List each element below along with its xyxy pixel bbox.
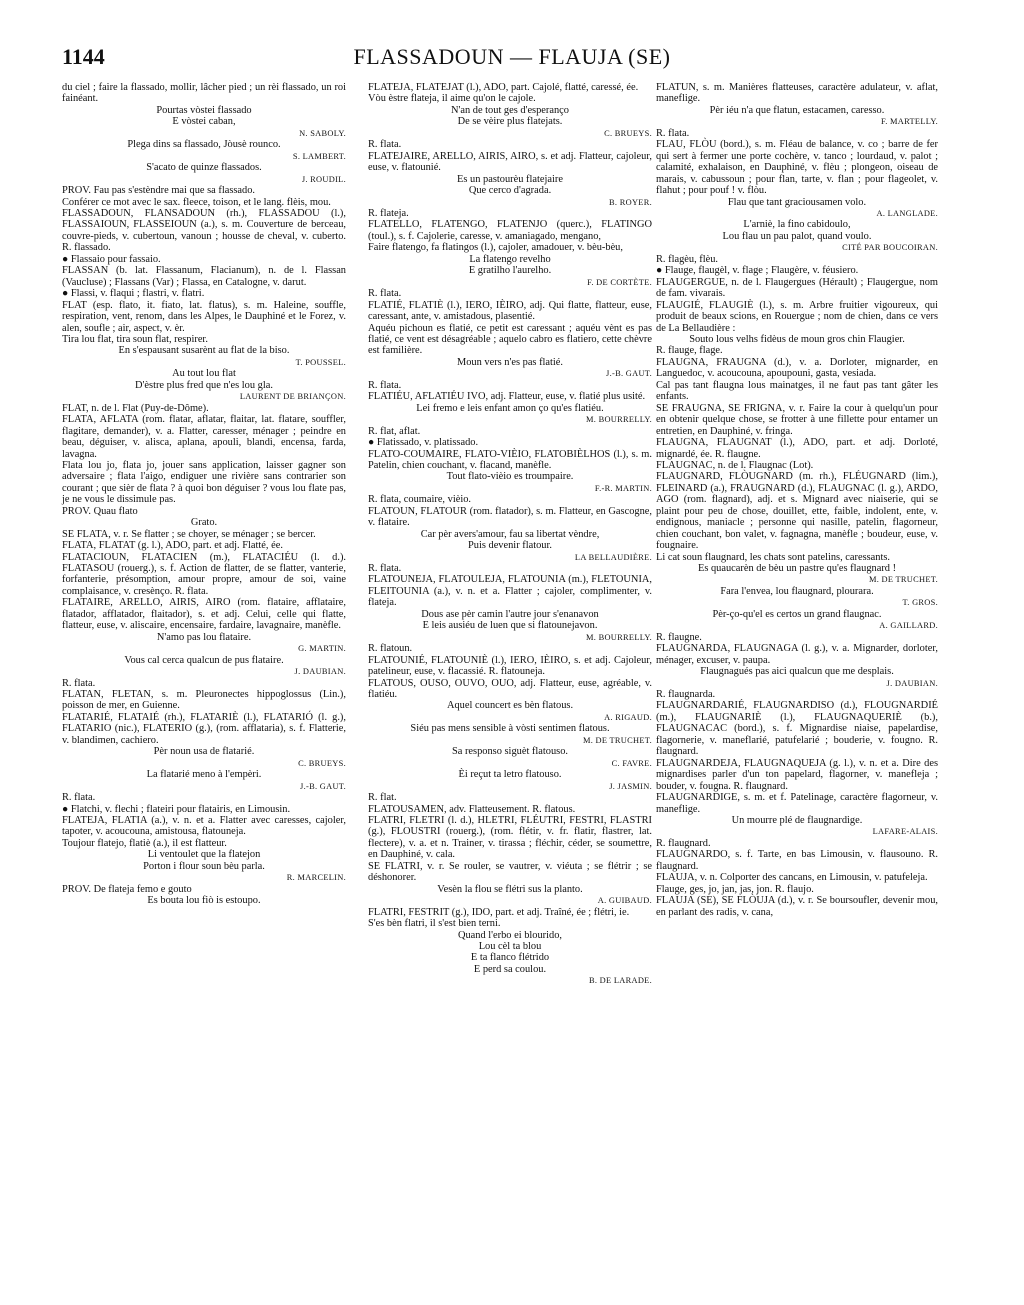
quotation-line: Pourtas vòstei flassado [156, 104, 252, 116]
citation-author: T. GROS. [902, 598, 938, 608]
entry-paragraph: FLATEJA, FLATIA (a.), v. n. et a. Flatter avec caresses, cajoler, tapoter, v. acoucouna, amistousa, flatouneja. [62, 815, 346, 838]
entry-paragraph: Cal pas tant flaugna lous mainatges, il ne faut pas tant gâter les enfants. [656, 379, 938, 403]
entry-paragraph: FLAUGNARDIGE, s. m. et f. Patelinage, caractère flagorneur, v. maneflige. [656, 792, 938, 815]
entry-paragraph: FLATEJA, FLATEJAT (l.), ADO, part. Cajolé, flatté, caressé, ée. [368, 82, 639, 93]
entry-paragraph: FLATAIRE, ARELLO, AIRIS, AIRO (rom. flataire, afflataire, flatador, afflatador, flaitador), s. et adj. Celui, celle qui flatte, flatteur, euse, v. aliscaire, encensaire, fardaire, lavagnaire, manèfle. [62, 597, 346, 632]
entry-paragraph: FLAU, FLÒU (bord.), s. m. Fléau de balance, v. co ; barre de fer qui sert à fermer une porte cochère, v. tanco ; lourdaud, v. palot ; calamité, exhalaison, en Dauphiné, v. flèu ; plongeon, oiseau de marais, v. cabussoun ; pour flan, tarte, v. flan ; pour flageolet, v. flahut ; pour pouf ! v. flòu. [656, 139, 938, 197]
entry-paragraph: FLAUGNARDEJA, FLAUGNAQUEJA (g. l.), v. n. et a. Dire des mignardises parler d'un ton papelard, flagorner, v. manefleja ; bouder, v. fougna. R. flaugnard. [656, 757, 938, 792]
entry-paragraph: S'es bèn flatri, il s'est bien terni. [368, 918, 501, 930]
entry-paragraph: Li cat soun flaugnard, les chats sont patelins, caressants. [656, 551, 891, 563]
quotation-line: Un mourre plé de flaugnardige. [731, 815, 863, 826]
citation-author: J. DAUBIAN. [294, 667, 346, 677]
entry-paragraph: SE FLATA, v. r. Se flatter ; se choyer, se ménager ; se bercer. [62, 528, 316, 540]
entry-paragraph: R. flaugne. [656, 631, 702, 643]
entry-paragraph: R. flata. [62, 677, 96, 689]
citation-author: J.-B. GAUT. [300, 781, 346, 791]
entry-paragraph: Vòu èstre flateja, il aime qu'on le cajole. [368, 93, 536, 105]
quotation-line: E ta flanco flétrido [470, 952, 550, 964]
citation-author: LA BELLAUDIÈRE. [574, 552, 652, 562]
entry-paragraph: R. flateja. [368, 207, 409, 219]
quotation-line: Flaugnagués pas aici qualcun que me desplais. [700, 666, 894, 678]
entry-paragraph: FLAUGIÉ, FLAUGIÈ (l.), s. m. Arbre fruitier vigoureux, qui produit de beaux scions, en Rouergue ; nom de chien, dans ce vers de La Bellaudière : [656, 299, 938, 334]
entry-paragraph: FLASSADOUN, FLANSADOUN (rh.), FLASSADOU (l.), FLASSAIOUN, FLASSEIOUN (a.), s. m. Couverture de berceau, couvre-pieds, v. cubertoun, vanoun ; housse de cheval, v. cuberto. R. flassado. [62, 207, 346, 254]
entry-paragraph: FLAUGNA, FLAUGNAT (l.), ADO, part. et adj. Dorloté, mignardé, ée. R. flaugne. [656, 437, 938, 460]
entry-paragraph: R. flauge, flage. [656, 345, 723, 357]
citation-author: A. LANGLADE. [876, 208, 938, 218]
quotation-line: Car pèr avers'amour, fau sa libertat vèndre, [420, 528, 600, 540]
citation-author: J. ROUDIL. [301, 174, 346, 184]
quotation-line: N'amo pas lou flataire. [156, 631, 252, 643]
entry-paragraph: FLATOUNIÉ, FLATOUNIÈ (l.), IERO, IÈIRO, s. et adj. Cajoleur, patelineur, euse, v. flacassié. R. flatouneja. [368, 654, 652, 678]
entry-paragraph: ● Flatchi, v. flechi ; flateiri pour flatairis, en Limousin. [62, 803, 291, 815]
entry-paragraph: R. flatoun. [368, 643, 413, 655]
quotation-line: En s'espausant susarènt au flat de la biso. [118, 345, 290, 357]
quotation-line: Pèr noun usa de flatarié. [153, 746, 255, 758]
citation-author: CITÉ PAR BOUCOIRAN. [842, 243, 938, 253]
entry-paragraph: FLAUGNARD, FLÒUGNARD (m. rh.), FLÉUGNARD (lim.), FLEINARD (a.), FRAUGNARD (d.), FLAUGNAC (l. g.), ARDO, AGO (rom. flagnard), adj. et s. Mignard avec niaiserie, qui se plaint pour peu de chose, douillet, ette, faible, indolent, ente, v. endignous, maniacle ; personne qui nasille, patelin, flagorneur, chien couchant, bon valet, v. fagnagna, manèfle ; boudeur, euse, v. fougnaire. [656, 471, 938, 552]
entry-paragraph: SE FRAUGNA, SE FRIGNA, v. r. Faire la cour à quelqu'un pour en obtenir quelque chose, se frotter à une fillette pour entamer un entretien, en Dauphiné, v. fringa. [656, 402, 938, 437]
entry-paragraph: FLATEJAIRE, ARELLO, AIRIS, AIRO, s. et adj. Flatteur, cajoleur, euse, v. flatounié. [368, 150, 652, 174]
entry-paragraph: ● Flassi, v. flaqui ; flastri, v. flatri. [62, 288, 205, 300]
entry-paragraph: Faire flatengo, fa flatingos (l.), cajoler, amadouer, v. bèu-bèu, [368, 242, 623, 254]
citation-author: J. DAUBIAN. [886, 678, 938, 688]
citation-author: C. FAVRE. [611, 758, 652, 768]
quotation-line: Quand l'erbo ei blourido, [457, 929, 563, 941]
quotation-line: Lei fremo e leis enfant amon ço qu'es flatiéu. [416, 402, 604, 414]
entry-paragraph: FLAUJA, v. n. Colporter des cancans, en Limousin, v. patufeleja. [656, 872, 928, 884]
page-number: 1144 [62, 44, 105, 69]
citation-author: J. JASMIN. [609, 781, 652, 791]
quotation-line: Dous ase pèr camin l'autre jour s'enanavon [421, 608, 599, 620]
quotation-line: E leis ausiéu de luen que si flatounejavon. [422, 620, 598, 632]
citation-author: M. DE TRUCHET. [582, 735, 652, 745]
quotation-line: La flatengo revelho [469, 253, 551, 265]
entry-paragraph: FLAUGNARDA, FLAUGNAGA (l. g.), v. a. Mignarder, dorloter, ménager, excuser, v. paupa. [656, 643, 938, 666]
citation-author: S. LAMBERT. [292, 151, 346, 161]
entry-paragraph: R. flata. [368, 288, 402, 300]
quotation-line: Es bouta lou fiò is estoupo. [147, 895, 261, 907]
entry-paragraph: FLATIÉ, FLATIÈ (l.), IERO, IÈIRO, adj. Qui flatte, flatteur, euse, caressant, ante, v. amistadous, plasentié. [368, 299, 652, 323]
quotation-line: Souto lous velhs fidèus de moun gros chin Flaugier. [689, 333, 905, 345]
entry-paragraph: FLATIÉU, AFLATIÉU IVO, adj. Flatteur, euse, v. flatié plus usité. [368, 391, 646, 403]
quotation-line: Grato. [190, 517, 218, 529]
citation-author: B. DE LARADE. [589, 976, 652, 986]
citation-author: J.-B. GAUT. [606, 369, 652, 379]
entry-paragraph: R. flagèu, flèu. [656, 253, 719, 265]
entry-paragraph: FLAUGNAC, n. de l. Flaugnac (Lot). [656, 459, 814, 471]
quotation-line: Siéu pas mens sensible à vòsti sentimen flatous. [410, 723, 610, 735]
quotation-line: N'an de tout ges d'esperanço [450, 104, 569, 116]
citation-author: F. DE CORTÈTE. [587, 277, 652, 287]
column-left [62, 82, 346, 907]
entry-paragraph: R. flata. [656, 127, 690, 139]
entry-paragraph: FLATA, AFLATA (rom. flatar, aflatar, flaitar, lat. flatare, souffler, flagitare, demander), v. a. Flatter, caresser, ménager ; peindre en beau, déguiser, v. alisca, aplana, apouli, blandi, encensa, farda, lavagna. [62, 414, 346, 460]
entry-paragraph: R. flata. [62, 792, 96, 804]
entry-paragraph: R. flat. [368, 792, 397, 804]
citation-author: N. SABOLY. [299, 128, 346, 138]
citation-author: A. RIGAUD. [604, 712, 652, 722]
quotation-line: Èi reçut ta letro flatouso. [458, 769, 562, 781]
citation-author: C. BRUEYS. [604, 128, 652, 138]
entry-paragraph: R. flata, coumaire, vièio. [368, 494, 472, 506]
entry-paragraph: FLATOUNEJA, FLATOULEJA, FLATOUNIA (m.), FLETOUNIA, FLEITOUNIA (a.), v. n. et a. Flatter ; cajoler, complimenter, v. flateja. [368, 574, 652, 609]
entry-paragraph: Flata lou jo, flata jo, jouer sans application, laisser gagner son adversaire ; flata l'aigo, endiguer une rivière sans contrarier son courant ; que sièr de flata ? à quoi bon déguiser ? vous lou flate pas, je ne vous le dissimule pas. [62, 459, 346, 506]
entry-paragraph: FLATAN, FLETAN, s. m. Pleuronectes hippoglossus (Lin.), poisson de mer, en Guienne. [62, 689, 346, 712]
citation-author: F.-R. MARTIN. [594, 483, 652, 493]
quotation-line: Lou cèl ta blou [478, 940, 542, 952]
quotation-line: Sa responso siguèt flatouso. [451, 746, 569, 758]
entry-paragraph: PROV. Fau pas s'estèndre mai que sa flassado. [62, 185, 256, 197]
quotation-line: Moun vers n'es pas flatié. [456, 356, 564, 368]
entry-paragraph: R. flat, aflat. [368, 425, 421, 437]
quotation-line: Fara l'envea, lou flaugnard, plourara. [720, 585, 874, 597]
quotation-line: Vesèn la flou se flétri sus la planto. [437, 883, 583, 895]
entry-paragraph: FLAUGNARDARIÉ, FLAUGNARDISO (d.), FLOUGNARDIÉ (m.), FLAUGNARIÈ (l.), FLAUGNAQUERIÈ (b.), FLAUGNACAC (bord.), s. f. Mignardise niaise, papelardise, flagornerie, v. maneflarié, patufelarié ; bouderie, v. fougno. R. flaugnard. [656, 700, 938, 758]
entry-paragraph: Conférer ce mot avec le sax. fleece, toison, et le lang. flèis, mou. [62, 196, 331, 208]
entry-paragraph: R. flaugnarda. [656, 689, 716, 701]
quotation-line: Porton i flour soun bèu parla. [143, 860, 265, 872]
entry-paragraph: Flauge, ges, jo, jan, jas, jon. R. flaujo. [656, 883, 814, 895]
entry-paragraph: Aquéu pichoun es flatié, ce petit est caressant ; aquéu vènt es pas flatié, ce vent est désagréable ; aquelo cabro es flatiero, cette chèvre est familière. [368, 322, 652, 357]
entry-paragraph: FLATRI, FLETRI (l. d.), HLETRI, FLÉUTRI, FESTRI, FLASTRI (g.), FLOUSTRI (rouerg.), (rom. flétir, v. fr. flatir, flastrer, lat. flectere), v. a. et n. Trainer, v. tirassa ; fléchir, céder, se soumettre, en Dauphiné, v. cala. [368, 815, 652, 861]
quotation-line: S'acato de quinze flassados. [146, 162, 262, 174]
entry-paragraph: R. flata. [368, 139, 402, 151]
entry-paragraph: du ciel ; faire la flassado, mollir, lâcher pied ; un rèi flassado, un roi fainéant. [62, 82, 346, 105]
entry-paragraph: FLATOUN, FLATOUR (rom. flatador), s. m. Flatteur, en Gascogne, v. flataire. [368, 505, 652, 529]
entry-paragraph: FLAUGERGUE, n. de l. Flaugergues (Hérault) ; Flaugergue, nom de fam. vivarais. [656, 276, 938, 300]
entry-paragraph: FLASSAN (b. lat. Flassanum, Flacianum), n. de l. Flassan (Vaucluse) ; Flassans (Var) ; Flassa, en Catalogne, v. darut. [62, 265, 346, 288]
running-head: FLASSADOUN — FLAUJA (SE) [353, 44, 671, 69]
quotation-line: Que cerco d'agrada. [468, 185, 552, 197]
entry-paragraph: FLATACIOUN, FLATACIEN (m.), FLATACIÉU (l. d.). FLATASOU (rouerg.), s. f. Action de flatter, de se flatter, vanterie, forfanterie, présomption, amour propre, amour de soi, vaine complaisance, v. cresènço. R. flata. [62, 551, 346, 597]
entry-paragraph: Toujour flatejo, flatiè (a.), il est flatteur. [62, 837, 227, 849]
entry-paragraph: FLAUJA (SE), SE FLÒUJA (d.), v. r. Se boursoufler, devenir mou, en parlant des radis, v. cana, [656, 895, 938, 918]
quotation-line: E gratilho l'aurelho. [468, 265, 552, 277]
entry-paragraph: FLATRI, FESTRIT (g.), IDO, part. et adj. Traîné, ée ; flétri, ie. [368, 906, 630, 918]
entry-paragraph: FLATELLO, FLATENGO, FLATENJO (querc.), FLATINGO (toul.), s. f. Cajolerie, caresse, v. amaniagado, mengano, [368, 219, 652, 242]
entry-paragraph: PROV. De flateja femo e gouto [62, 883, 192, 895]
entry-paragraph: FLAUGNARDO, s. f. Tarte, en bas Limousin, v. flausouno. R. flaugnard. [656, 849, 938, 872]
quotation-line: Pèr iéu n'a que flatun, estacamen, caresso. [709, 104, 885, 116]
quotation-line: Es un pastourèu flatejaire [457, 173, 563, 185]
entry-paragraph: FLAT (esp. flato, it. fiato, lat. flatus), s. m. Haleine, souffle, respiration, vent, renom, dans les Alpes, le Dauphiné et le Forez, v. alen, soufle ; air, aspect, v. èr. [62, 299, 346, 334]
citation-author: T. POUSSEL. [295, 357, 346, 367]
quotation-line: D'èstre plus fred que n'es lou gla. [135, 379, 273, 391]
quotation-line: Es quaucarèn de bèu un pastre qu'es flaugnard ! [697, 563, 897, 575]
entry-paragraph: FLATO-COUMAIRE, FLATO-VIÈIO, FLATOBIÈLHOS (l.), s. m. Patelin, chien couchant, v. flacand, manèfle. [368, 448, 652, 471]
entry-paragraph: R. flata. [368, 379, 402, 391]
citation-author: M. DE TRUCHET. [868, 575, 938, 585]
entry-paragraph: ● Flauge, flaugèl, v. flage ; Flaugère, v. féusiero. [656, 265, 859, 277]
quotation-line: Pèr-ço-qu'el es certos un grand flaugnac. [712, 608, 882, 620]
entry-paragraph: R. flata. [368, 563, 402, 575]
citation-author: G. MARTIN. [298, 644, 346, 654]
quotation-line: L'arniè, la fino cabidoulo, [743, 219, 851, 231]
quotation-line: Au tout lou flat [172, 368, 236, 380]
entry-paragraph: R. flaugnard. [656, 837, 711, 849]
entry-paragraph: FLATARIÉ, FLATAIÉ (rh.), FLATARIÈ (l.), FLATARIÓ (l. g.), FLATARIO (nic.), FLATERIO (g.), (rom. afflataria), s. f. Flatterie, v. blandimen, cachiero. [62, 711, 346, 746]
entry-paragraph: PROV. Quau flato [62, 505, 138, 517]
entry-paragraph: FLATUN, s. m. Manières flatteuses, caractère adulateur, v. aflat, maneflige. [656, 82, 938, 105]
entry-paragraph: FLATA, FLATAT (g. l.), ADO, part. et adj. Flatté, ée. [62, 540, 283, 552]
citation-author: M. BOURRELLY. [586, 632, 652, 642]
entry-paragraph: ● Flassaio pour fassaio. [62, 253, 161, 265]
citation-author: R. MARCELIN. [286, 873, 346, 883]
entry-paragraph: ● Flatissado, v. platissado. [368, 437, 479, 449]
citation-author: F. MARTELLY. [880, 117, 938, 127]
quotation-line: Puis devenir flatour. [468, 540, 552, 552]
quotation-line: Plega dins sa flassado, Jòusè rounco. [127, 139, 281, 151]
entry-paragraph: FLATOUSAMEN, adv. Flatteusement. R. flatous. [368, 803, 576, 815]
quotation-line: Aquel councert es bèn flatous. [446, 700, 574, 712]
quotation-line: Vous cal cerca qualcun de pus flataire. [124, 654, 284, 666]
entry-paragraph: FLAUGNA, FRAUGNA (d.), v. a. Dorloter, mignarder, en Languedoc, v. acoucouna, apoupouni, gasta, vesiada. [656, 356, 938, 380]
citation-author: A. GAILLARD. [879, 621, 938, 631]
column-right [656, 82, 938, 918]
citation-author: C. BRUEYS. [298, 758, 346, 768]
entry-paragraph: Tira lou flat, tira soun flat, respirer. [62, 333, 208, 345]
quotation-line: E perd sa coulou. [473, 963, 547, 975]
citation-author: M. BOURRELLY. [586, 415, 652, 425]
quotation-line: La flatarié meno à l'empèri. [146, 769, 262, 781]
entry-paragraph: FLAT, n. de l. Flat (Puy-de-Dôme). [62, 402, 209, 414]
citation-author: A. GUIBAUD. [597, 896, 652, 906]
quotation-line: De se vèire plus flatejats. [457, 116, 563, 128]
quotation-line: E vòstei caban, [172, 116, 236, 128]
quotation-line: Flau que tant graciousamen volo. [727, 196, 867, 208]
citation-author: LAFARE-ALAIS. [872, 827, 938, 837]
quotation-line: Lou flau un pau palot, quand voulo. [722, 230, 872, 242]
citation-author: B. ROYER. [609, 197, 652, 207]
entry-paragraph: SE FLATRI, v. r. Se rouler, se vautrer, v. viéuta ; se flétrir ; se déshonorer. [368, 860, 652, 884]
quotation-line: Tout flato-vièio es troumpaire. [446, 471, 574, 483]
entry-paragraph: FLATOUS, OUSO, OUVO, OUO, adj. Flatteur, euse, agréable, v. flatiéu. [368, 677, 652, 701]
column-middle [368, 82, 652, 987]
citation-author: LAURENT DE BRIANÇON. [239, 392, 346, 402]
quotation-line: Li ventoulet que la flatejon [147, 849, 261, 861]
